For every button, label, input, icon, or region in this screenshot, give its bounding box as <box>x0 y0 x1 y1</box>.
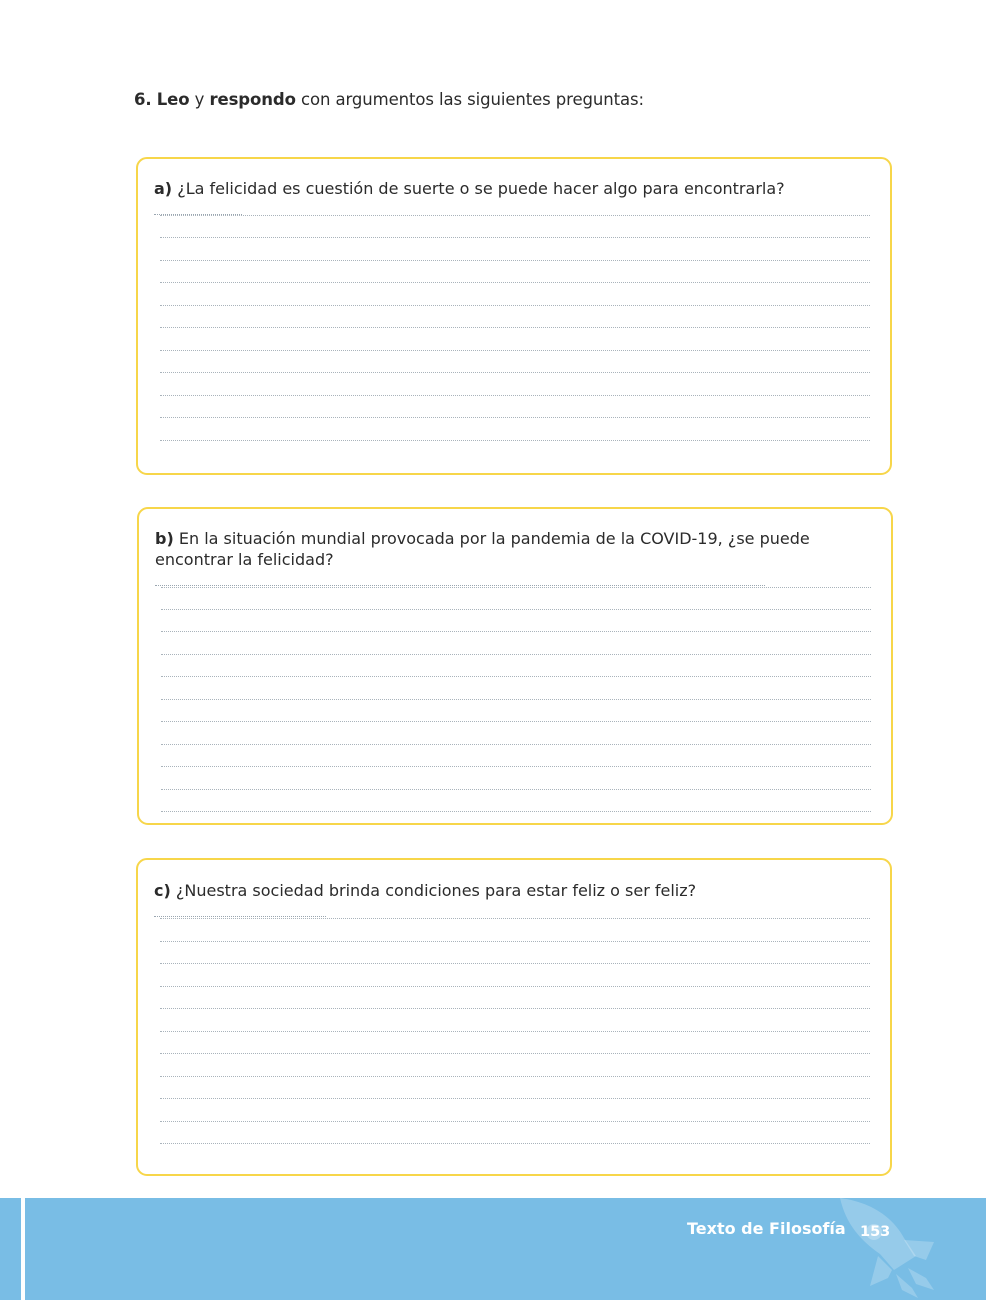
rocket-icon <box>830 1198 950 1300</box>
footer-stripe <box>21 1198 25 1300</box>
question-box-b <box>137 507 893 825</box>
question-c-fill-line[interactable] <box>154 915 326 917</box>
instruction-text: con argumentos las siguientes preguntas: <box>301 90 644 109</box>
question-b-fill-line[interactable] <box>155 584 765 586</box>
question-a-text: ¿La felicidad es cuestión de suerte o se puede hacer algo para encontrarla? <box>177 179 785 198</box>
question-b <box>155 528 871 591</box>
instruction <box>134 90 644 109</box>
question-box-a <box>136 157 892 475</box>
instruction-verb-respond: respondo <box>209 90 296 109</box>
question-c-letter: c) <box>154 881 171 900</box>
question-c <box>154 880 870 922</box>
instruction-number: 6. <box>134 90 152 109</box>
page-footer <box>0 1198 986 1300</box>
question-b-text: En la situación mundial provocada por la pandemia de la COVID-19, ¿se puede encontrar la felicidad? <box>155 529 810 569</box>
question-a-letter: a) <box>154 179 173 198</box>
question-a <box>154 178 870 220</box>
instruction-verb-read: Leo <box>156 90 190 109</box>
book-title: Texto de Filosofía <box>687 1219 846 1238</box>
instruction-connector: y <box>194 90 205 109</box>
question-box-c <box>136 858 892 1176</box>
page-number: 153 <box>860 1224 891 1240</box>
question-b-letter: b) <box>155 529 174 548</box>
question-c-text: ¿Nuestra sociedad brinda condiciones para estar feliz o ser feliz? <box>175 881 697 900</box>
